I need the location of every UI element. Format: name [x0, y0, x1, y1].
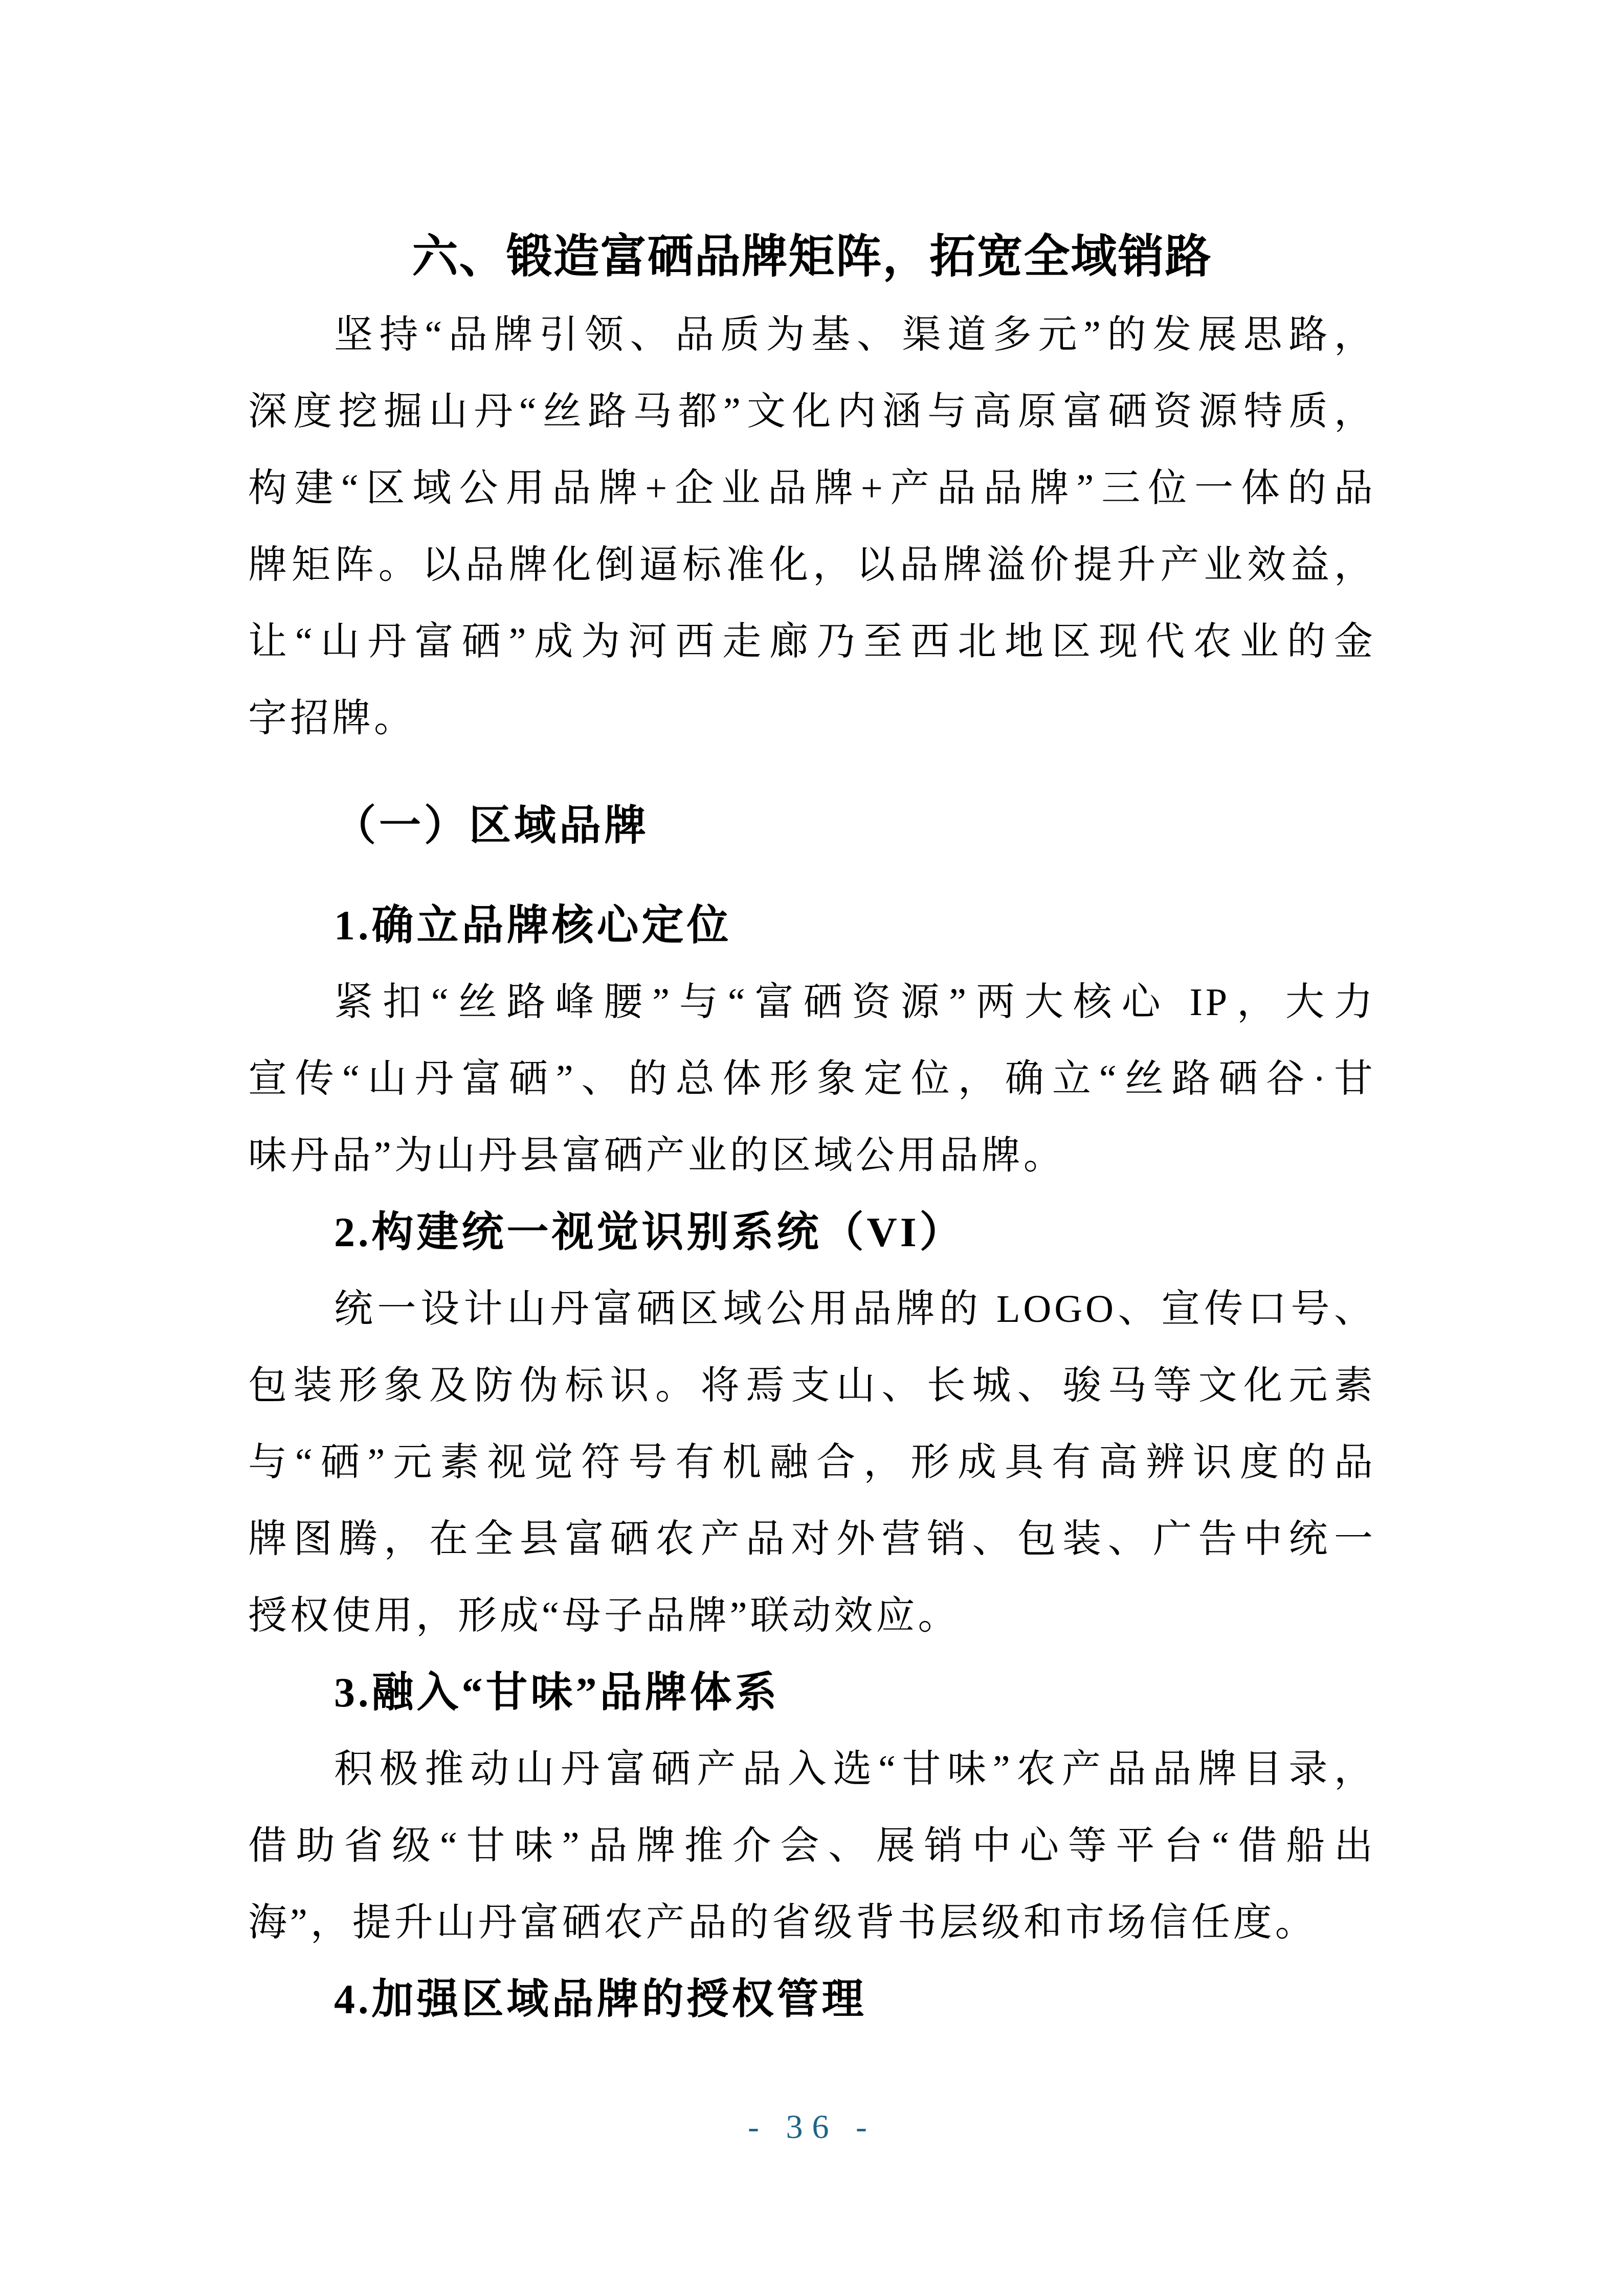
paragraph [248, 1271, 1376, 1654]
text-line: 深度挖掘山丹“丝路马都”文化内涵与高原富硒资源特质， [248, 390, 1376, 433]
text-line: 统一设计山丹富硒区域公用品牌的 LOGO、宣传口号、 [334, 1288, 1376, 1331]
numbered-heading: 1.确立品牌核心定位 [334, 902, 732, 949]
paragraph [248, 297, 1376, 757]
page-number: - 36 - [748, 2108, 876, 2146]
page-title: 六、锻造富硒品牌矩阵，拓宽全域销路 [412, 232, 1212, 282]
numbered-heading: 3.融入“甘味”品牌体系 [334, 1669, 780, 1716]
text-line: 海”，提升山丹富硒农产品的省级背书层级和市场信任度。 [248, 1901, 1317, 1944]
text-line: 让“山丹富硒”成为河西走廊乃至西北地区现代农业的金 [248, 620, 1376, 663]
paragraph [248, 964, 1376, 1194]
text-line: 包装形象及防伪标识。将焉支山、长城、骏马等文化元素 [248, 1364, 1376, 1407]
text-line: 与“硒”元素视觉符号有机融合，形成具有高辨识度的品 [248, 1441, 1376, 1484]
text-line: 授权使用，形成“母子品牌”联动效应。 [248, 1594, 960, 1637]
paragraph [248, 1731, 1376, 1961]
text-line: 味丹品”为山丹县富硒产业的区域公用品牌。 [248, 1134, 1065, 1177]
text-line: 借助省级“甘味”品牌推介会、展销中心等平台“借船出 [248, 1825, 1376, 1867]
numbered-heading: 4.加强区域品牌的授权管理 [334, 1976, 867, 2022]
text-line: 字招牌。 [248, 697, 416, 740]
text-line: 紧扣“丝路峰腰”与“富硒资源”两大核心 IP，大力 [334, 981, 1376, 1024]
document-blocks [248, 297, 1376, 2038]
text-line: 宣传“山丹富硒”、的总体形象定位，确立“丝路硒谷·甘 [248, 1057, 1376, 1100]
text-line: 牌图腾，在全县富硒农产品对外营销、包装、广告中统一 [248, 1518, 1376, 1561]
text-line: 构建“区域公用品牌+企业品牌+产品品牌”三位一体的品 [248, 467, 1376, 510]
numbered-heading: 2.构建统一视觉识别系统（VI） [334, 1209, 965, 1255]
section-heading: （一）区域品牌 [334, 802, 650, 849]
text-line: 积极推动山丹富硒产品入选“甘味”农产品品牌目录， [334, 1748, 1376, 1791]
text-line: 坚持“品牌引领、品质为基、渠道多元”的发展思路， [334, 313, 1376, 356]
text-line: 牌矩阵。以品牌化倒逼标准化，以品牌溢价提升产业效益， [248, 544, 1376, 587]
